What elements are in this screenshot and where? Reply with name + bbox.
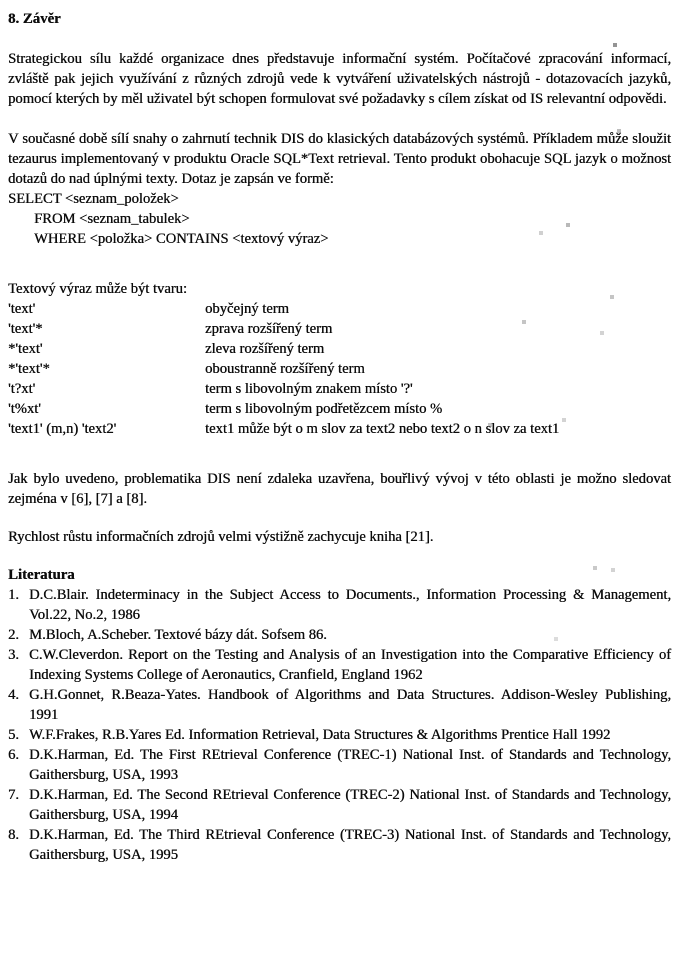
reference-item	[8, 745, 671, 785]
syntax-row	[8, 299, 671, 319]
sql-from-line: FROM <seznam_tabulek>	[34, 211, 190, 227]
syntax-pattern: *'text'	[8, 341, 43, 357]
reference-item	[8, 685, 671, 725]
syntax-row	[8, 419, 671, 439]
reference-text: D.K.Harman, Ed. The First REtrieval Conference (TREC-1) National Inst. of Standards and Technology, Gaithersburg, USA, 1993	[29, 747, 671, 783]
reference-number: 7.	[8, 787, 19, 803]
reference-text: G.H.Gonnet, R.Beaza-Yates. Handbook of Algorithms and Data Structures. Addison-Wesley Publishing, 1991	[29, 687, 671, 723]
reference-item	[8, 625, 671, 645]
syntax-meaning: text1 může být o m slov za text2 nebo text2 o n slov za text1	[205, 421, 560, 437]
syntax-pattern: 'text1' (m,n) 'text2'	[8, 421, 117, 437]
syntax-pattern: 'text'	[8, 301, 36, 317]
syntax-intro-line: Textový výraz může být tvaru:	[8, 281, 187, 297]
reference-number: 5.	[8, 727, 19, 743]
reference-number: 2.	[8, 627, 19, 643]
text-expression-syntax	[8, 279, 671, 439]
section-heading: 8. Závěr	[8, 11, 61, 27]
syntax-pattern: 't%xt'	[8, 401, 41, 417]
sql-where-line: WHERE <položka> CONTAINS <textový výraz>	[34, 231, 329, 247]
syntax-pattern: 'text'*	[8, 321, 43, 337]
reference-item	[8, 585, 671, 625]
reference-item	[8, 725, 671, 745]
reference-item	[8, 645, 671, 685]
paragraph-intro: Strategickou sílu každé organizace dnes představuje informační systém. Počítačové zpracování informací, zvláště pak jejich využívání z různých zdrojů vede k vytváření uživatelských nástrojů - dotazovacích jazyků, pomocí kterých by měl uživatel být schopen formulovat své požadavky s cílem získat od IS relevantní odpovědi.	[8, 51, 671, 107]
reference-list	[8, 585, 671, 865]
reference-number: 4.	[8, 687, 19, 703]
reference-text: M.Bloch, A.Scheber. Textové bázy dát. Sofsem 86.	[29, 627, 327, 643]
reference-number: 6.	[8, 747, 19, 763]
paragraph-dis-oracle: V současné době sílí snahy o zahrnutí technik DIS do klasických databázových systémů. Příkladem může sloužit tezaurus implementovaný v produktu Oracle SQL*Text retrieval. Tento produkt obohacuje SQL jazyk o možnost dotazů do nad úplnými texty. Dotaz je zapsán ve formě:	[8, 131, 671, 187]
syntax-meaning: zleva rozšířený term	[205, 341, 325, 357]
scan-noise-specks	[0, 0, 2, 2]
literature-heading: Literatura	[8, 567, 75, 583]
syntax-meaning: zprava rozšířený term	[205, 321, 333, 337]
reference-text: C.W.Cleverdon. Report on the Testing and Analysis of an Investigation into the Comparative Efficiency of Indexing Systems College of Aeronautics, Cranfield, England 1962	[29, 647, 671, 683]
reference-number: 1.	[8, 587, 19, 603]
reference-item	[8, 785, 671, 825]
reference-text: D.C.Blair. Indeterminacy in the Subject Access to Documents., Information Processing & Management, Vol.22, No.2, 1986	[29, 587, 671, 623]
syntax-meaning: oboustranně rozšířený term	[205, 361, 365, 377]
reference-number: 8.	[8, 827, 19, 843]
syntax-row	[8, 319, 671, 339]
paragraph-growth: Rychlost růstu informačních zdrojů velmi výstižně zachycuje kniha [21].	[8, 529, 434, 545]
syntax-row	[8, 399, 671, 419]
reference-text: W.F.Frakes, R.B.Yares Ed. Information Retrieval, Data Structures & Algorithms Prentice Hall 1992	[29, 727, 611, 743]
syntax-row	[8, 379, 671, 399]
syntax-pattern: 't?xt'	[8, 381, 36, 397]
syntax-meaning: obyčejný term	[205, 301, 289, 317]
sql-query-example	[8, 189, 671, 249]
syntax-row	[8, 359, 671, 379]
syntax-row	[8, 339, 671, 359]
reference-item	[8, 825, 671, 865]
reference-text: D.K.Harman, Ed. The Third REtrieval Conference (TREC-3) National Inst. of Standards and Technology, Gaithersburg, USA, 1995	[29, 827, 671, 863]
reference-number: 3.	[8, 647, 19, 663]
reference-text: D.K.Harman, Ed. The Second REtrieval Conference (TREC-2) National Inst. of Standards and Technology, Gaithersburg, USA, 1994	[29, 787, 671, 823]
paragraph-open-problem: Jak bylo uvedeno, problematika DIS není zdaleka uzavřena, bouřlivý vývoj v této oblasti je možno sledovat zejména v [6], [7] a [8].	[8, 471, 671, 507]
syntax-pattern: *'text'*	[8, 361, 50, 377]
syntax-meaning: term s libovolným znakem místo '?'	[205, 381, 413, 397]
syntax-meaning: term s libovolným podřetězcem místo %	[205, 401, 443, 417]
sql-select-line: SELECT <seznam_položek>	[8, 191, 179, 207]
